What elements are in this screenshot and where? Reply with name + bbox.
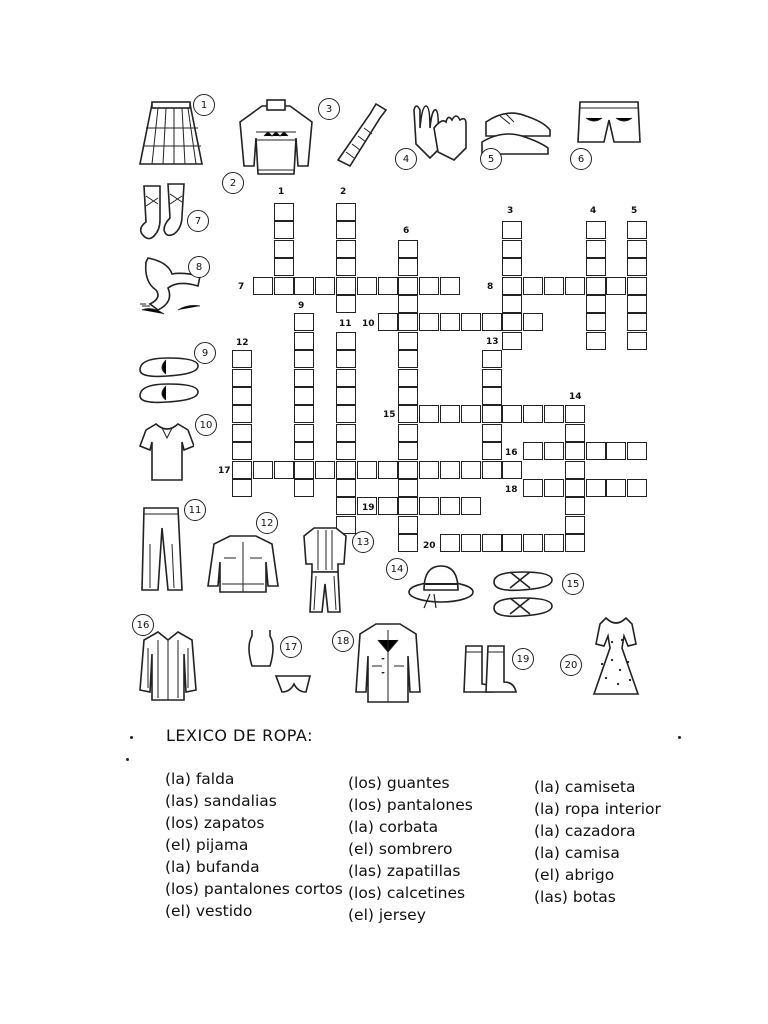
crossword-cell[interactable]: [398, 424, 418, 442]
crossword-cell[interactable]: [586, 221, 606, 239]
lexicon-word: (la) ropa interior: [534, 800, 661, 818]
crossword-cell[interactable]: [336, 258, 356, 276]
crossword-cell[interactable]: [398, 479, 418, 497]
crossword-cell[interactable]: [586, 277, 606, 295]
clue-number: 3: [507, 206, 514, 216]
crossword-cell[interactable]: [232, 405, 252, 423]
hat-icon: [406, 560, 476, 614]
shorts-icon: [574, 98, 644, 156]
crossword-cell[interactable]: [232, 479, 252, 497]
crossword-cell[interactable]: [294, 479, 314, 497]
clue-number: 8: [487, 282, 494, 292]
crossword-cell[interactable]: [565, 405, 585, 423]
lexicon-word: (las) botas: [534, 888, 616, 906]
crossword-cell[interactable]: [440, 534, 460, 552]
crossword-cell[interactable]: [336, 221, 356, 239]
crossword-cell[interactable]: [294, 461, 314, 479]
clue-number: 7: [238, 282, 245, 292]
lexicon-word: (el) pijama: [165, 836, 249, 854]
crossword-cell[interactable]: [482, 387, 502, 405]
crossword-cell[interactable]: [294, 424, 314, 442]
crossword-cell[interactable]: [440, 405, 460, 423]
crossword-cell[interactable]: [627, 240, 647, 258]
crossword-cell[interactable]: [253, 277, 273, 295]
crossword-cell[interactable]: [398, 332, 418, 350]
lexicon-word: (la) corbata: [348, 818, 439, 836]
lexicon-word: (los) guantes: [348, 774, 450, 792]
dot: [130, 736, 133, 739]
crossword-cell[interactable]: [482, 424, 502, 442]
crossword-cell[interactable]: [586, 313, 606, 331]
clue-number: 9: [298, 301, 305, 311]
crossword-cell[interactable]: [565, 497, 585, 515]
crossword-cell[interactable]: [315, 461, 335, 479]
crossword-cell[interactable]: [586, 442, 606, 460]
picture-number-badge: 20: [560, 654, 582, 676]
crossword-cell[interactable]: [336, 332, 356, 350]
crossword-cell[interactable]: [565, 479, 585, 497]
crossword-cell[interactable]: [336, 203, 356, 221]
crossword-cell[interactable]: [482, 534, 502, 552]
lexicon-title: LEXICO DE ROPA:: [166, 726, 313, 745]
crossword-cell[interactable]: [336, 405, 356, 423]
crossword-cell[interactable]: [627, 332, 647, 350]
crossword-cell[interactable]: [419, 405, 439, 423]
crossword-cell[interactable]: [294, 350, 314, 368]
crossword-cell[interactable]: [398, 369, 418, 387]
crossword-cell[interactable]: [294, 369, 314, 387]
crossword-cell[interactable]: [419, 313, 439, 331]
picture-number-badge: 3: [318, 98, 340, 120]
crossword-cell[interactable]: [627, 277, 647, 295]
crossword-cell[interactable]: [627, 258, 647, 276]
clue-number: 20: [423, 541, 436, 551]
crossword-cell[interactable]: [336, 277, 356, 295]
crossword-cell[interactable]: [586, 258, 606, 276]
crossword-cell[interactable]: [544, 479, 564, 497]
picture-number-badge: 10: [195, 414, 217, 436]
picture-number-badge: 17: [280, 636, 302, 658]
crossword-cell[interactable]: [482, 442, 502, 460]
crossword-cell[interactable]: [565, 516, 585, 534]
crossword-cell[interactable]: [294, 442, 314, 460]
jacket-icon: [206, 532, 280, 600]
crossword-cell[interactable]: [461, 405, 481, 423]
lexicon-word: (el) sombrero: [348, 840, 453, 858]
lexicon-word: (el) vestido: [165, 902, 253, 920]
crossword-cell[interactable]: [232, 461, 252, 479]
underwear-icon: [242, 626, 318, 704]
crossword-cell[interactable]: [398, 240, 418, 258]
crossword-cell[interactable]: [378, 497, 398, 515]
crossword-cell[interactable]: [253, 461, 273, 479]
lexicon-word: (los) calcetines: [348, 884, 466, 902]
lexicon-word: (la) falda: [165, 770, 235, 788]
crossword-cell[interactable]: [336, 497, 356, 515]
crossword-cell[interactable]: [544, 534, 564, 552]
crossword-cell[interactable]: [419, 497, 439, 515]
crossword-cell[interactable]: [523, 313, 543, 331]
crossword-cell[interactable]: [398, 497, 418, 515]
crossword-cell[interactable]: [336, 295, 356, 313]
crossword-cell[interactable]: [398, 461, 418, 479]
clue-number: 12: [236, 338, 249, 348]
gloves-icon: [408, 98, 472, 168]
lexicon-column-1: [165, 768, 343, 922]
crossword-cell[interactable]: [523, 405, 543, 423]
crossword-cell[interactable]: [274, 277, 294, 295]
crossword-cell[interactable]: [232, 387, 252, 405]
crossword-cell[interactable]: [502, 221, 522, 239]
clue-number: 16: [505, 448, 518, 458]
dress-icon: [588, 614, 644, 702]
crossword-cell[interactable]: [357, 277, 377, 295]
picture-number-badge: 6: [570, 148, 592, 170]
clue-number: 5: [631, 206, 638, 216]
picture-number-badge: 7: [187, 210, 209, 232]
lexicon-word: (la) camisa: [534, 844, 620, 862]
crossword-cell[interactable]: [398, 350, 418, 368]
crossword-cell[interactable]: [294, 313, 314, 331]
crossword-cell[interactable]: [232, 442, 252, 460]
crossword-cell[interactable]: [398, 258, 418, 276]
crossword-cell[interactable]: [627, 313, 647, 331]
crossword-cell[interactable]: [502, 258, 522, 276]
coat-icon: [354, 620, 422, 710]
crossword-cell[interactable]: [461, 461, 481, 479]
picture-number-badge: 14: [386, 558, 408, 580]
crossword-cell[interactable]: [627, 295, 647, 313]
crossword-cell[interactable]: [586, 240, 606, 258]
crossword-cell[interactable]: [336, 461, 356, 479]
crossword-cell[interactable]: [398, 387, 418, 405]
crossword-cell[interactable]: [606, 277, 626, 295]
lexicon-word: (el) abrigo: [534, 866, 615, 884]
boots-icon: [462, 642, 518, 704]
crossword-cell[interactable]: [461, 534, 481, 552]
crossword-cell[interactable]: [586, 479, 606, 497]
dot: [678, 736, 681, 739]
crossword-cell[interactable]: [502, 313, 522, 331]
crossword-cell[interactable]: [440, 461, 460, 479]
crossword-cell[interactable]: [398, 405, 418, 423]
crossword-cell[interactable]: [502, 295, 522, 313]
picture-number-badge: 9: [194, 342, 216, 364]
crossword-cell[interactable]: [440, 313, 460, 331]
crossword-cell[interactable]: [544, 405, 564, 423]
lexicon-word: (los) zapatos: [165, 814, 265, 832]
crossword-cell[interactable]: [232, 350, 252, 368]
crossword-cell[interactable]: [315, 277, 335, 295]
clue-number: 2: [340, 187, 347, 197]
crossword-cell[interactable]: [544, 277, 564, 295]
crossword-cell[interactable]: [502, 240, 522, 258]
crossword-cell[interactable]: [232, 424, 252, 442]
picture-number-badge: 8: [188, 256, 210, 278]
crossword-cell[interactable]: [336, 240, 356, 258]
crossword-cell[interactable]: [461, 313, 481, 331]
picture-number-badge: 12: [256, 512, 278, 534]
crossword-cell[interactable]: [544, 442, 564, 460]
tshirt-icon: [138, 420, 194, 488]
shirt-icon: [136, 628, 200, 708]
picture-number-badge: 4: [395, 148, 417, 170]
clue-number: 15: [383, 410, 396, 420]
pyjamas-icon: [300, 524, 350, 620]
picture-number-badge: 13: [352, 531, 374, 553]
crossword-cell[interactable]: [586, 332, 606, 350]
lexicon-word: (las) zapatillas: [348, 862, 461, 880]
crossword-cell[interactable]: [398, 534, 418, 552]
crossword-cell[interactable]: [398, 313, 418, 331]
lexicon-word: (la) bufanda: [165, 858, 260, 876]
crossword-cell[interactable]: [523, 534, 543, 552]
crossword-cell[interactable]: [294, 387, 314, 405]
crossword-cell[interactable]: [294, 332, 314, 350]
clue-number: 10: [362, 319, 375, 329]
trousers-icon: [136, 504, 186, 598]
crossword-cell[interactable]: [398, 516, 418, 534]
crossword-cell[interactable]: [565, 277, 585, 295]
crossword-cell[interactable]: [461, 497, 481, 515]
crossword-cell[interactable]: [378, 313, 398, 331]
lexicon-column-3: [534, 776, 661, 908]
crossword-cell[interactable]: [232, 369, 252, 387]
sandals-icon: [490, 564, 556, 628]
crossword-cell[interactable]: [482, 350, 502, 368]
lexicon-word: (la) cazadora: [534, 822, 636, 840]
crossword-cell[interactable]: [482, 461, 502, 479]
lexicon-word: (los) pantalones cortos: [165, 880, 343, 898]
crossword-cell[interactable]: [336, 442, 356, 460]
picture-number-badge: 5: [480, 148, 502, 170]
picture-number-badge: 16: [132, 614, 154, 636]
crossword-cell[interactable]: [357, 461, 377, 479]
crossword-cell[interactable]: [336, 424, 356, 442]
crossword-cell[interactable]: [378, 461, 398, 479]
crossword-cell[interactable]: [523, 277, 543, 295]
clue-number: 4: [590, 206, 597, 216]
crossword-cell[interactable]: [294, 405, 314, 423]
crossword-cell[interactable]: [565, 442, 585, 460]
crossword-cell[interactable]: [523, 442, 543, 460]
clue-number: 18: [505, 485, 518, 495]
slippers-icon: [136, 350, 202, 412]
crossword-cell[interactable]: [274, 461, 294, 479]
lexicon-word: (los) pantalones: [348, 796, 473, 814]
crossword-cell[interactable]: [565, 424, 585, 442]
crossword-cell[interactable]: [440, 277, 460, 295]
clue-number: 6: [403, 226, 410, 236]
crossword-cell[interactable]: [502, 332, 522, 350]
crossword-cell[interactable]: [294, 277, 314, 295]
picture-number-badge: 11: [184, 499, 206, 521]
crossword-cell[interactable]: [336, 350, 356, 368]
crossword-cell[interactable]: [398, 277, 418, 295]
crossword-cell[interactable]: [502, 461, 522, 479]
crossword-cell[interactable]: [274, 203, 294, 221]
crossword-cell[interactable]: [398, 295, 418, 313]
crossword-cell[interactable]: [419, 277, 439, 295]
lexicon-word: (el) jersey: [348, 906, 426, 924]
crossword-cell[interactable]: [502, 277, 522, 295]
crossword-cell[interactable]: [274, 258, 294, 276]
crossword-cell[interactable]: [378, 277, 398, 295]
dot: [126, 758, 129, 761]
crossword-cell[interactable]: [482, 313, 502, 331]
crossword-cell[interactable]: [440, 497, 460, 515]
picture-number-badge: 18: [332, 630, 354, 652]
clue-number: 19: [362, 503, 375, 513]
crossword-cell[interactable]: [523, 479, 543, 497]
clue-number: 11: [339, 319, 352, 329]
crossword-cell[interactable]: [502, 534, 522, 552]
crossword-cell[interactable]: [606, 479, 626, 497]
picture-number-badge: 1: [193, 94, 215, 116]
picture-number-badge: 2: [222, 172, 244, 194]
crossword-cell[interactable]: [274, 221, 294, 239]
clue-number: 17: [218, 466, 231, 476]
crossword-cell[interactable]: [586, 295, 606, 313]
crossword-cell[interactable]: [398, 442, 418, 460]
crossword-cell[interactable]: [565, 461, 585, 479]
clue-number: 1: [278, 187, 285, 197]
crossword-cell[interactable]: [482, 405, 502, 423]
picture-number-badge: 19: [512, 648, 534, 670]
crossword-cell[interactable]: [274, 240, 294, 258]
crossword-cell[interactable]: [336, 387, 356, 405]
crossword-cell[interactable]: [627, 221, 647, 239]
crossword-cell[interactable]: [419, 461, 439, 479]
picture-number-badge: 15: [562, 573, 584, 595]
clue-number: 14: [569, 392, 582, 402]
sweater-icon: [234, 96, 318, 184]
crossword-cell[interactable]: [565, 534, 585, 552]
clue-number: 13: [486, 337, 499, 347]
crossword-cell[interactable]: [336, 479, 356, 497]
crossword-cell[interactable]: [336, 369, 356, 387]
crossword-cell[interactable]: [627, 442, 647, 460]
lexicon-word: (la) camiseta: [534, 778, 636, 796]
lexicon-word: (las) sandalias: [165, 792, 277, 810]
crossword-cell[interactable]: [502, 405, 522, 423]
crossword-cell[interactable]: [606, 442, 626, 460]
lexicon-column-2: [348, 772, 473, 926]
crossword-cell[interactable]: [482, 369, 502, 387]
crossword-cell[interactable]: [627, 479, 647, 497]
